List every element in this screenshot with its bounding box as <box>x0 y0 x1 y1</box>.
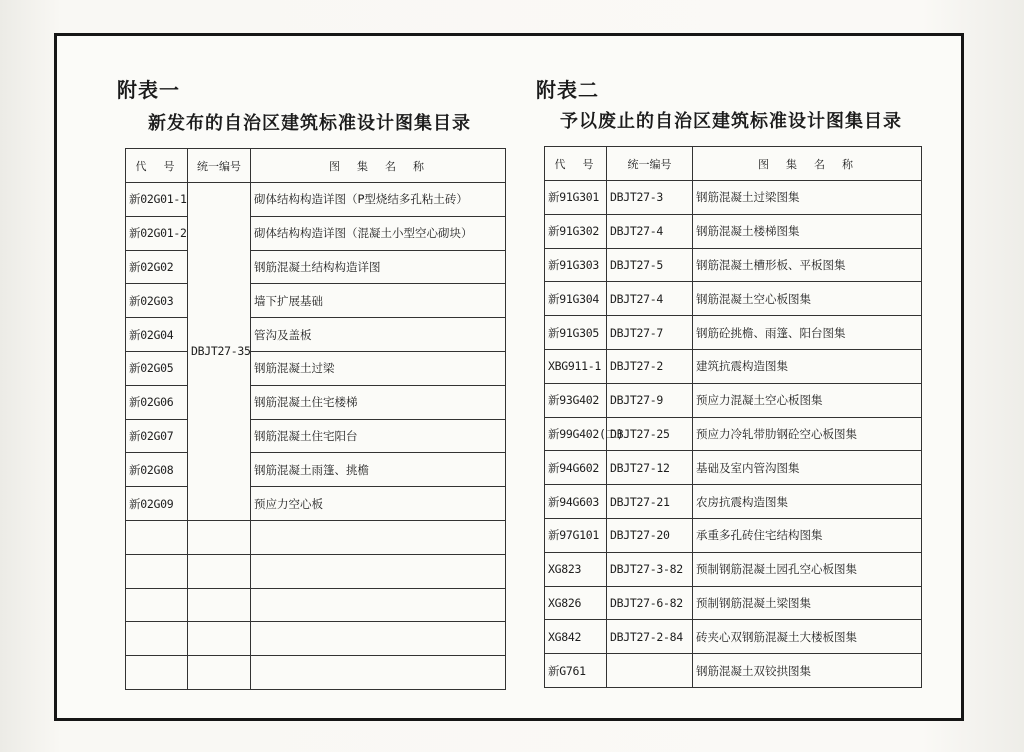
unified-number: DBJT27-4 <box>607 214 693 248</box>
atlas-name: 钢筋混凝土过梁图集 <box>693 181 922 215</box>
atlas-code: 新93G402 <box>545 383 607 417</box>
atlas-name: 预制钢筋混凝土梁图集 <box>693 586 922 620</box>
unified-number: DBJT27-3 <box>607 181 693 215</box>
atlas-name: 钢筋混凝土过梁 <box>251 351 506 385</box>
table-row <box>545 552 922 586</box>
atlas-code: 新02G08 <box>126 453 188 487</box>
left-table-heading: 附表一 <box>117 78 180 102</box>
table-row <box>545 620 922 654</box>
right-table-title: 予以废止的自治区建筑标准设计图集目录 <box>560 111 902 132</box>
column-header-unified-number: 统一编号 <box>607 147 693 181</box>
empty-cell <box>126 622 188 656</box>
table-row <box>126 487 506 521</box>
new-standards-table <box>125 148 506 690</box>
table-row <box>545 654 922 688</box>
table-row <box>126 453 506 487</box>
atlas-name: 预制钢筋混凝土园孔空心板图集 <box>693 552 922 586</box>
atlas-name: 预应力空心板 <box>251 487 506 521</box>
table-row <box>545 451 922 485</box>
atlas-code: 新02G05 <box>126 351 188 385</box>
atlas-code: 新99G402(二) <box>545 417 607 451</box>
table-row <box>126 250 506 284</box>
atlas-code: 新91G302 <box>545 214 607 248</box>
empty-cell <box>188 656 251 690</box>
empty-cell <box>188 520 251 554</box>
atlas-name: 建筑抗震构造图集 <box>693 349 922 383</box>
empty-table-row <box>126 520 506 554</box>
table-row <box>545 586 922 620</box>
table-row <box>545 248 922 282</box>
atlas-name: 砌体结构构造详图（P型烧结多孔粘土砖） <box>251 183 506 217</box>
atlas-name: 预应力冷轧带肋钢砼空心板图集 <box>693 417 922 451</box>
empty-cell <box>188 554 251 588</box>
empty-table-row <box>126 588 506 622</box>
atlas-name: 钢筋混凝土槽形板、平板图集 <box>693 248 922 282</box>
unified-number: DBJT27-7 <box>607 316 693 350</box>
empty-cell <box>251 588 506 622</box>
table-row <box>545 282 922 316</box>
unified-number: DBJT27-21 <box>607 485 693 519</box>
column-header-unified-number: 统一编号 <box>188 149 251 183</box>
atlas-code: 新02G01-2 <box>126 216 188 250</box>
right-table-heading: 附表二 <box>536 78 599 102</box>
atlas-name: 钢筋混凝土结构构造详图 <box>251 250 506 284</box>
atlas-name: 钢筋砼挑檐、雨篷、阳台图集 <box>693 316 922 350</box>
unified-number: DBJT27-5 <box>607 248 693 282</box>
empty-table-row <box>126 622 506 656</box>
empty-cell <box>251 520 506 554</box>
atlas-code: 新02G06 <box>126 385 188 419</box>
table-header-row <box>126 149 506 183</box>
table-row <box>545 214 922 248</box>
atlas-code: 新02G02 <box>126 250 188 284</box>
atlas-code: 新94G602 <box>545 451 607 485</box>
atlas-name: 预应力混凝土空心板图集 <box>693 383 922 417</box>
atlas-name: 钢筋混凝土雨篷、挑檐 <box>251 453 506 487</box>
table-row <box>545 485 922 519</box>
abolished-standards-table <box>544 146 922 688</box>
table-row <box>126 183 506 217</box>
atlas-name: 砌体结构构造详图（混凝土小型空心砌块） <box>251 216 506 250</box>
atlas-code: 新02G01-1 <box>126 183 188 217</box>
atlas-code: XG823 <box>545 552 607 586</box>
column-header-code: 代 号 <box>545 147 607 181</box>
atlas-code: 新97G101 <box>545 518 607 552</box>
unified-number: DBJT27-20 <box>607 518 693 552</box>
atlas-name: 管沟及盖板 <box>251 318 506 352</box>
atlas-name: 钢筋混凝土住宅阳台 <box>251 419 506 453</box>
atlas-code: 新91G305 <box>545 316 607 350</box>
unified-number: DBJT27-4 <box>607 282 693 316</box>
unified-number: DBJT27-3-82 <box>607 552 693 586</box>
table-row <box>545 417 922 451</box>
column-header-atlas-name: 图 集 名 称 <box>251 149 506 183</box>
table-row <box>126 351 506 385</box>
empty-cell <box>126 588 188 622</box>
empty-cell <box>126 554 188 588</box>
atlas-code: 新02G09 <box>126 487 188 521</box>
atlas-name: 农房抗震构造图集 <box>693 485 922 519</box>
unified-number: DBJT27-9 <box>607 383 693 417</box>
table-row <box>545 316 922 350</box>
atlas-name: 墙下扩展基础 <box>251 284 506 318</box>
table-row <box>545 518 922 552</box>
atlas-name: 承重多孔砖住宅结构图集 <box>693 518 922 552</box>
empty-cell <box>251 554 506 588</box>
unified-number: DBJT27-12 <box>607 451 693 485</box>
empty-table-row <box>126 656 506 690</box>
table-row <box>545 349 922 383</box>
empty-table-row <box>126 554 506 588</box>
table-row <box>126 419 506 453</box>
empty-cell <box>188 622 251 656</box>
atlas-name: 基础及室内管沟图集 <box>693 451 922 485</box>
table-row <box>126 216 506 250</box>
atlas-name: 钢筋混凝土空心板图集 <box>693 282 922 316</box>
unified-number: DBJT27-2-84 <box>607 620 693 654</box>
column-header-atlas-name: 图 集 名 称 <box>693 147 922 181</box>
left-table-title: 新发布的自治区建筑标准设计图集目录 <box>148 113 471 134</box>
empty-cell <box>126 520 188 554</box>
atlas-code: XBG911-1 <box>545 349 607 383</box>
atlas-code: 新02G04 <box>126 318 188 352</box>
atlas-name: 钢筋混凝土住宅楼梯 <box>251 385 506 419</box>
unified-number: DBJT27-25 <box>607 417 693 451</box>
table-row <box>545 383 922 417</box>
atlas-code: 新02G03 <box>126 284 188 318</box>
column-header-code: 代 号 <box>126 149 188 183</box>
atlas-name: 砖夹心双钢筋混凝土大楼板图集 <box>693 620 922 654</box>
table-header-row <box>545 147 922 181</box>
empty-cell <box>188 588 251 622</box>
atlas-code: 新G761 <box>545 654 607 688</box>
table-row <box>126 385 506 419</box>
atlas-code: XG826 <box>545 586 607 620</box>
unified-number: DBJT27-2 <box>607 349 693 383</box>
table-row <box>545 181 922 215</box>
empty-cell <box>251 656 506 690</box>
unified-number: DBJT27-35 <box>188 183 251 521</box>
atlas-code: 新91G301 <box>545 181 607 215</box>
empty-cell <box>126 656 188 690</box>
atlas-name: 钢筋混凝土楼梯图集 <box>693 214 922 248</box>
empty-cell <box>251 622 506 656</box>
atlas-code: XG842 <box>545 620 607 654</box>
unified-number <box>607 654 693 688</box>
atlas-name: 钢筋混凝土双铰拱图集 <box>693 654 922 688</box>
table-row <box>126 318 506 352</box>
unified-number: DBJT27-6-82 <box>607 586 693 620</box>
table-row <box>126 284 506 318</box>
atlas-code: 新02G07 <box>126 419 188 453</box>
atlas-code: 新94G603 <box>545 485 607 519</box>
atlas-code: 新91G303 <box>545 248 607 282</box>
atlas-code: 新91G304 <box>545 282 607 316</box>
